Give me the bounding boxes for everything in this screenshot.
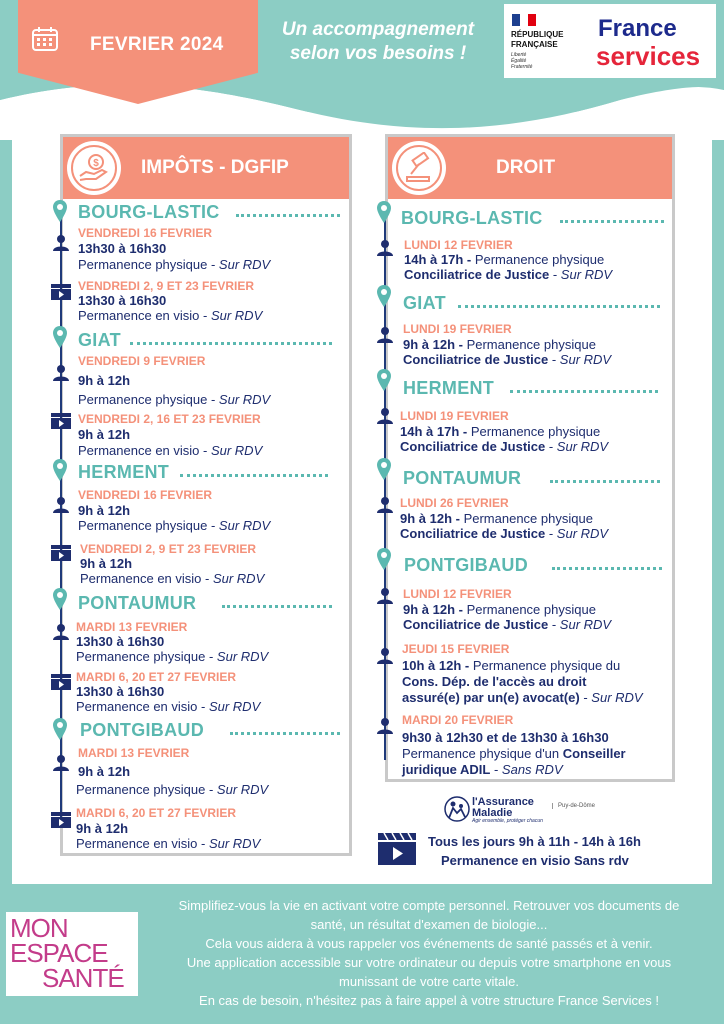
location-pin-icon	[53, 588, 67, 610]
event-day: LUNDI 12 FEVRIER	[403, 587, 512, 601]
location-pin-icon	[53, 459, 67, 481]
event-who: assuré(e) par un(e) avocat(e) - Sur RDV	[402, 690, 643, 705]
dotted-leader	[130, 342, 332, 345]
event-desc: Permanence en visio - Sur RDV	[78, 308, 263, 323]
event-hours: 13h30 à 16h30	[78, 293, 167, 308]
footer-line: Simplifiez-vous la vie en activant votre compte personnel. Retrouver vos documents de	[178, 898, 680, 913]
event-hours: 9h à 12h - Permanence physique	[403, 602, 596, 617]
location-title: PONTAUMUR	[403, 468, 522, 488]
event-hours: 13h30 à 16h30	[78, 241, 167, 256]
person-icon	[377, 327, 393, 343]
event-hours: 13h30 à 16h30	[76, 634, 165, 649]
event-day: VENDREDI 16 FEVRIER	[78, 488, 213, 502]
rf-line-1: RÉPUBLIQUE	[511, 30, 564, 39]
dotted-leader	[222, 605, 332, 608]
impots-title: IMPÔTS - DGFIP	[141, 157, 289, 178]
video-icon	[378, 833, 416, 865]
footer-line: santé, un résultat d'examen de biologie...	[310, 917, 548, 932]
fs-line-1: France	[598, 15, 677, 42]
france-services-logo	[584, 4, 716, 78]
event-hours: 9h à 12h	[78, 764, 131, 779]
location-title: BOURG-LASTIC	[78, 202, 220, 222]
location-title: PONTAUMUR	[78, 593, 197, 613]
dotted-leader	[458, 305, 660, 308]
event-hours: 10h à 12h - Permanence physique du	[402, 658, 621, 673]
location-pin-icon	[53, 200, 67, 222]
event-hours: 9h à 12h	[80, 556, 133, 571]
am-title-1: l'Assurance	[472, 796, 534, 808]
am-tagline: Agir ensemble, protéger chacun	[472, 818, 543, 824]
event-day: MARDI 20 FEVRIER	[402, 713, 514, 727]
am-dept: Puy-de-Dôme	[552, 803, 595, 809]
person-icon	[377, 408, 393, 424]
republique-francaise-logo	[504, 4, 584, 78]
event-hours: 9h à 12h	[76, 821, 129, 836]
footer-line: Cela vous aidera à vous rappeler vos événements de santé passés et à venir.	[205, 936, 653, 951]
location-title: GIAT	[403, 293, 446, 313]
tagline-line-2: selon vos besoins !	[289, 43, 467, 64]
event-desc: Permanence en visio - Sur RDV	[80, 571, 265, 586]
visio-note: Permanence en visio Sans rdv	[441, 853, 629, 868]
location-pin-icon	[377, 201, 391, 223]
rf-motto-1: Liberté	[511, 52, 527, 58]
event-desc: Permanence physique - Sur RDV	[78, 518, 271, 533]
location-pin-icon	[377, 458, 391, 480]
event-desc: Permanence en visio - Sur RDV	[76, 836, 261, 851]
event-who: Conciliatrice de Justice - Sur RDV	[404, 267, 613, 282]
event-day: VENDREDI 9 FEVRIER	[78, 354, 206, 368]
event-day: LUNDI 12 FEVRIER	[404, 238, 513, 252]
mes-line-2: ESPACE	[10, 938, 108, 968]
video-icon	[51, 545, 71, 561]
person-icon	[53, 235, 69, 251]
event-day: MARDI 6, 20 ET 27 FEVRIER	[76, 806, 237, 820]
svg-text:$: $	[93, 158, 99, 169]
location-pin-icon	[53, 326, 67, 348]
event-day: VENDREDI 2, 16 ET 23 FEVRIER	[78, 412, 261, 426]
person-icon	[377, 497, 393, 513]
location-title: HERMENT	[78, 462, 170, 482]
month-title: FEVRIER 2024	[90, 34, 224, 55]
calendar-icon	[32, 27, 58, 51]
footer-line: Une application accessible sur votre ordinateur ou depuis votre smartphone en vous	[186, 955, 672, 970]
event-day: LUNDI 26 FEVRIER	[400, 496, 509, 510]
footer-text	[144, 896, 714, 1010]
person-icon	[53, 497, 69, 513]
event-hours: 9h à 12h - Permanence physique	[403, 337, 596, 352]
event-day: MARDI 13 FEVRIER	[78, 746, 190, 760]
person-icon	[53, 755, 69, 771]
person-icon	[53, 624, 69, 640]
event-who: Cons. Dép. de l'accès au droit	[402, 674, 587, 689]
droit-title: DROIT	[496, 157, 556, 178]
location-title: BOURG-LASTIC	[401, 208, 543, 228]
rf-line-2: FRANÇAISE	[511, 40, 558, 49]
tagline	[268, 18, 488, 66]
rf-motto-3: Fraternité	[511, 64, 533, 70]
event-who: Conciliatrice de Justice - Sur RDV	[403, 352, 612, 367]
money-hand-icon	[67, 141, 121, 195]
dotted-leader	[180, 474, 328, 477]
event-day: LUNDI 19 FEVRIER	[400, 409, 509, 423]
event-hours: 13h30 à 16h30	[76, 684, 165, 699]
person-icon	[53, 365, 69, 381]
event-day: LUNDI 19 FEVRIER	[403, 322, 512, 336]
location-title: HERMENT	[403, 378, 495, 398]
dotted-leader	[230, 732, 340, 735]
event-who: Conciliatrice de Justice - Sur RDV	[400, 439, 609, 454]
visio-hours: Tous les jours 9h à 11h - 14h à 16h	[428, 834, 641, 849]
dotted-leader	[550, 480, 660, 483]
footer-line: munissant de votre carte vitale.	[339, 974, 519, 989]
event-hours: 9h à 12h	[78, 427, 131, 442]
person-icon	[377, 240, 393, 256]
mes-line-1: MON	[10, 913, 68, 943]
video-icon	[51, 674, 71, 690]
event-desc: Permanence physique d'un Conseiller	[402, 746, 626, 761]
event-desc: Permanence physique - Sur RDV	[76, 782, 269, 797]
fs-line-2: services	[596, 41, 701, 71]
event-desc: Permanence physique - Sur RDV	[78, 257, 271, 272]
rf-motto	[511, 52, 532, 70]
mon-espace-sante-logo	[6, 912, 138, 996]
location-title: GIAT	[78, 330, 121, 350]
event-desc: Permanence physique - Sur RDV	[78, 392, 271, 407]
person-icon	[377, 718, 393, 734]
french-flag-icon	[512, 14, 536, 26]
am-title	[472, 797, 534, 819]
location-pin-icon	[377, 548, 391, 570]
event-desc: Permanence en visio - Sur RDV	[78, 443, 263, 458]
dotted-leader	[560, 220, 664, 223]
event-hours: 9h30 à 12h30 et de 13h30 à 16h30	[402, 730, 609, 745]
assurance-maladie-logo	[444, 796, 624, 824]
event-desc: Permanence en visio - Sur RDV	[76, 699, 261, 714]
location-title: PONTGIBAUD	[80, 720, 204, 740]
location-pin-icon	[377, 369, 391, 391]
event-hours: 14h à 17h - Permanence physique	[404, 252, 605, 267]
location-pin-icon	[377, 285, 391, 307]
mes-line-3: SANTÉ	[42, 963, 124, 993]
dotted-leader	[510, 390, 658, 393]
am-title-2: Maladie	[472, 807, 513, 819]
event-day: MARDI 13 FEVRIER	[76, 620, 188, 634]
event-day: MARDI 6, 20 ET 27 FEVRIER	[76, 670, 237, 684]
event-day: VENDREDI 2, 9 ET 23 FEVRIER	[80, 542, 257, 556]
event-day: VENDREDI 16 FEVRIER	[78, 226, 213, 240]
video-icon	[51, 413, 71, 429]
event-who: juridique ADIL - Sans RDV	[402, 762, 563, 777]
event-hours: 14h à 17h - Permanence physique	[400, 424, 601, 439]
video-icon	[51, 812, 71, 828]
event-hours: 9h à 12h	[78, 373, 131, 388]
event-hours: 9h à 12h - Permanence physique	[400, 511, 593, 526]
event-desc: Permanence physique - Sur RDV	[76, 649, 269, 664]
event-day: VENDREDI 2, 9 ET 23 FEVRIER	[78, 279, 255, 293]
event-who: Conciliatrice de Justice - Sur RDV	[400, 526, 609, 541]
rf-name	[511, 30, 563, 50]
event-day: JEUDI 15 FEVRIER	[402, 642, 510, 656]
rf-motto-2: Égalité	[511, 58, 527, 64]
location-pin-icon	[53, 718, 67, 740]
dotted-leader	[236, 214, 340, 217]
person-icon	[377, 648, 393, 664]
tagline-line-1: Un accompagnement	[281, 19, 475, 40]
event-hours: 9h à 12h	[78, 503, 131, 518]
footer-line: En cas de besoin, n'hésitez pas à faire appel à votre structure France Services !	[199, 993, 659, 1008]
person-icon	[377, 588, 393, 604]
location-title: PONTGIBAUD	[404, 555, 528, 575]
event-who: Conciliatrice de Justice - Sur RDV	[403, 617, 612, 632]
gavel-icon	[392, 141, 446, 195]
assurance-maladie-icon	[444, 796, 470, 822]
dotted-leader	[552, 567, 662, 570]
video-icon	[51, 284, 71, 300]
